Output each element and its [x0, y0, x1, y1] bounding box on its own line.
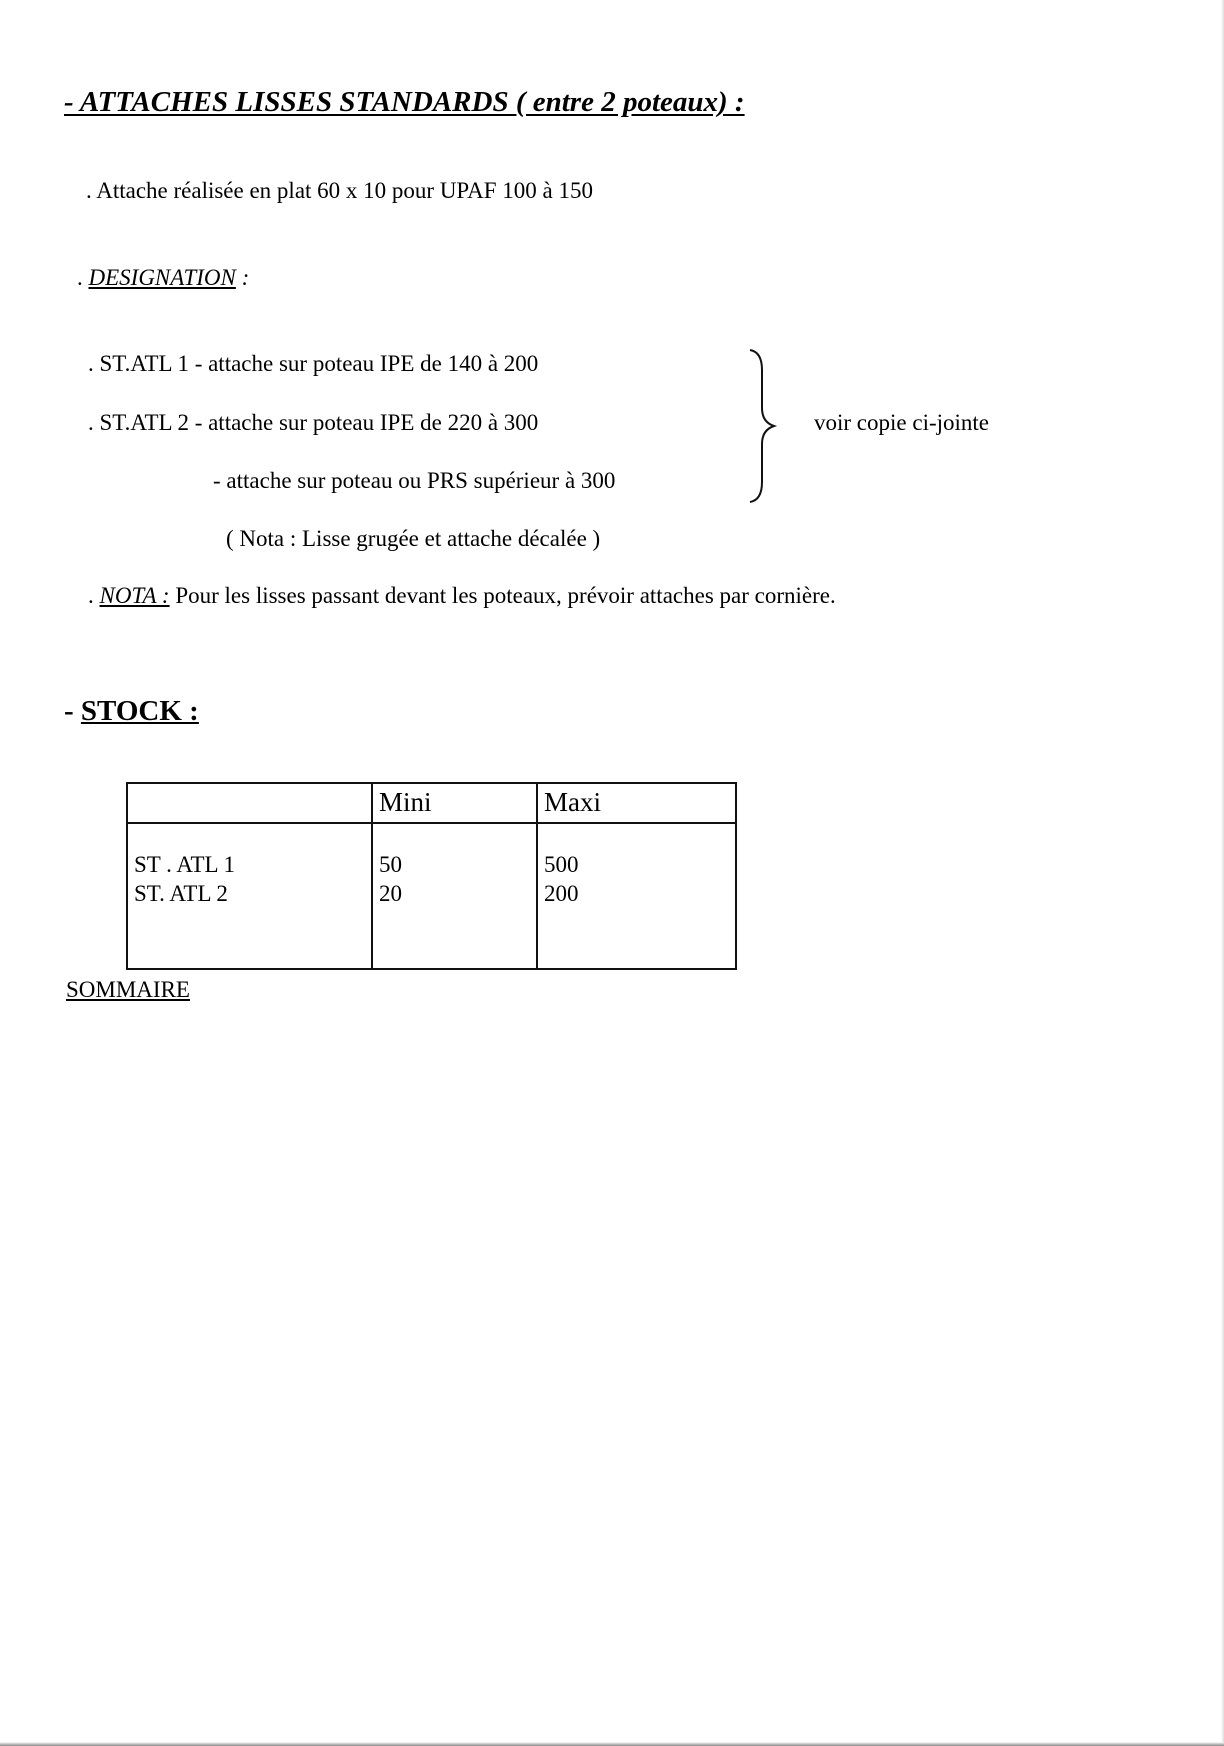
stock-header-blank: [127, 783, 372, 823]
stock-ref-cell: [127, 823, 372, 969]
stock-maxi-statl1: 500: [544, 852, 579, 877]
stock-mini-statl1: 50: [379, 852, 402, 877]
voir-copie-label: voir copie ci-jointe: [814, 410, 989, 435]
stock-header-maxi: Maxi: [537, 783, 736, 823]
section-heading-stock: - STOCK :: [64, 695, 199, 727]
section-heading-attaches: - ATTACHES LISSES STANDARDS ( entre 2 poteaux) :: [64, 86, 745, 118]
stock-maxi-cell: [537, 823, 736, 969]
designation-statl1: . ST.ATL 1 - attache sur poteau IPE de 140 à 200: [88, 351, 539, 376]
designation-statl2: . ST.ATL 2 - attache sur poteau IPE de 220 à 300: [88, 410, 539, 435]
sommaire-link[interactable]: SOMMAIRE: [66, 977, 190, 1002]
stock-mini-statl2: 20: [379, 881, 402, 906]
scan-bottom-edge: [0, 1742, 1224, 1746]
stock-maxi-statl2: 200: [544, 881, 579, 906]
nota-cornieres: . NOTA : Pour les lisses passant devant les poteaux, prévoir attaches par cornière.: [88, 583, 836, 608]
stock-table: [126, 782, 737, 970]
stock-mini-cell: [372, 823, 537, 969]
stock-ref-statl2: ST. ATL 2: [134, 881, 228, 906]
stock-table-header-row: [127, 783, 736, 823]
stock-header-mini: Mini: [372, 783, 537, 823]
designation-label: DESIGNATION: [88, 265, 236, 290]
designation-statl2-prs: - attache sur poteau ou PRS supérieur à 300: [213, 468, 616, 493]
nota-label: NOTA :: [99, 583, 170, 608]
stock-ref-statl1: ST . ATL 1: [134, 852, 235, 877]
attache-description: . Attache réalisée en plat 60 x 10 pour UPAF 100 à 150: [86, 178, 593, 203]
nota-lisse-grugee: ( Nota : Lisse grugée et attache décalée ): [226, 526, 601, 551]
right-brace-icon: [748, 348, 778, 504]
stock-table-body-row: [127, 823, 736, 969]
designation-heading: . DESIGNATION :: [77, 265, 250, 290]
